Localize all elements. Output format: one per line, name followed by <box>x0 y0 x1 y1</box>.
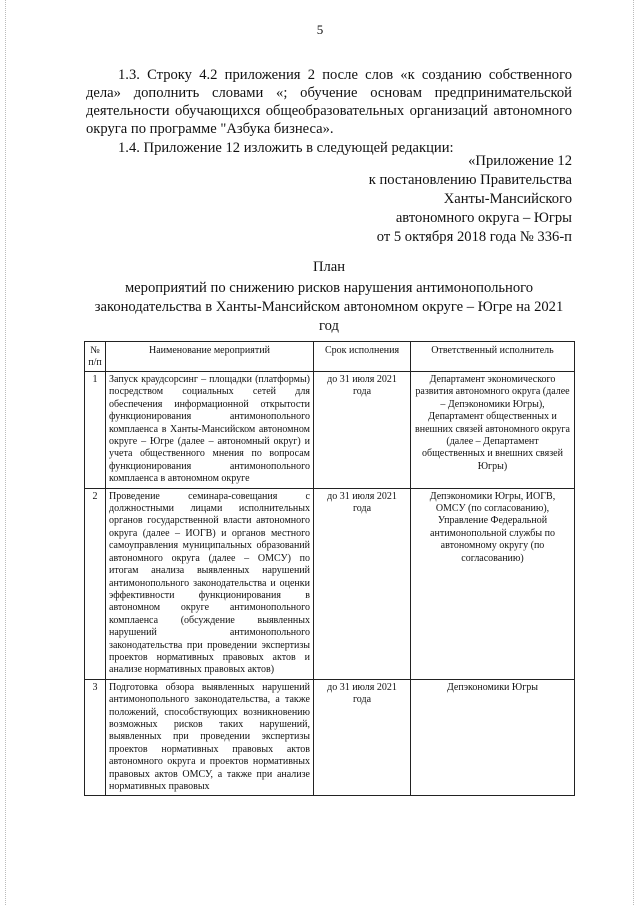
scan-edge-left <box>5 0 6 905</box>
row-responsible: Депэкономики Югры, ИОГВ, ОМСУ (по согласованию), Управление Федеральной антимонопольной службы по автономному округу (по согласованию) <box>411 488 575 679</box>
intro-paragraph-1: 1.3. Строку 4.2 приложения 2 после слов «к созданию собственного дела» дополнить словами «; обучение основам предпринимательской деятельности обучающихся общеобразовательных организаций автономного округа по программе "Азбука бизнеса». <box>86 67 572 137</box>
appendix-line: Ханты-Мансийского <box>443 191 572 207</box>
plan-title: План <box>312 259 346 275</box>
table-row <box>85 488 575 679</box>
appendix-line: автономного округа – Югры <box>395 210 572 226</box>
row-number: 3 <box>85 679 106 796</box>
row-deadline: до 31 июля 2021 года <box>314 372 411 489</box>
row-name: Запуск краудсорсинг – площадки (платформы) посредством социальных сетей для обеспечения информационной открытости функционирования антимонопольного комплаенса в Ханты-Мансийском автономном округе – Югре (далее – автономный округ) и учета общественного мнения по вопросам функционирования антимонопольного комплаенса в автономном округе <box>106 372 314 489</box>
table-header-row <box>85 342 575 372</box>
appendix-caption <box>369 152 572 247</box>
header-number: № п/п <box>85 342 106 372</box>
page-number: 5 <box>316 22 324 37</box>
header-name: Наименование мероприятий <box>106 342 314 372</box>
row-number: 1 <box>85 372 106 489</box>
plan-table <box>84 341 575 796</box>
plan-subtitle: мероприятий по снижению рисков нарушения антимонопольного законодательства в Ханты-Мансийском автономном округе – Югре на 2021 год <box>94 280 564 334</box>
row-name: Подготовка обзора выявленных нарушений антимонопольного законодательства, а также положений, способствующих возникновению возможных рисков таких нарушений, выявленных при проведении экспертизы проектов нормативных правовых актов автономного округа и проектов нормативных правовых актов ОМСУ, а также при анализе нормативных правовых <box>106 679 314 796</box>
header-deadline: Срок исполнения <box>314 342 411 372</box>
plan-heading <box>86 258 572 336</box>
row-responsible: Депэкономики Югры <box>411 679 575 796</box>
row-deadline: до 31 июля 2021 года <box>314 679 411 796</box>
intro-paragraph-2: 1.4. Приложение 12 изложить в следующей редакции: <box>118 140 454 156</box>
row-number: 2 <box>85 488 106 679</box>
row-name: Проведение семинара-совещания с должностными лицами исполнительных органов государственной власти автономного округа (далее – ИОГВ) и органов местного самоуправления муниципальных образований автономного округа (далее – ОМСУ) по итогам анализа выявленных нарушений антимонопольного законодательства и оценки эффективности функционирования в автономном округе антимонопольного комплаенса (обсуждение выявленных нарушений антимонопольного законодательства при проведении экспертизы проектов нормативных правовых актов и анализе нормативных правовых актов) <box>106 488 314 679</box>
table-row <box>85 679 575 796</box>
row-responsible: Департамент экономического развития автономного округа (далее – Депэкономики Югры), Департамент общественных и внешних связей автономного округа (далее – Департамент общественных и внешних связей Югры) <box>411 372 575 489</box>
appendix-line: «Приложение 12 <box>468 153 572 169</box>
header-responsible: Ответственный исполнитель <box>411 342 575 372</box>
appendix-line: от 5 октября 2018 года № 336-п <box>376 229 572 245</box>
appendix-line: к постановлению Правительства <box>368 172 572 188</box>
row-deadline: до 31 июля 2021 года <box>314 488 411 679</box>
table-row <box>85 372 575 489</box>
scan-edge-right <box>633 0 634 905</box>
